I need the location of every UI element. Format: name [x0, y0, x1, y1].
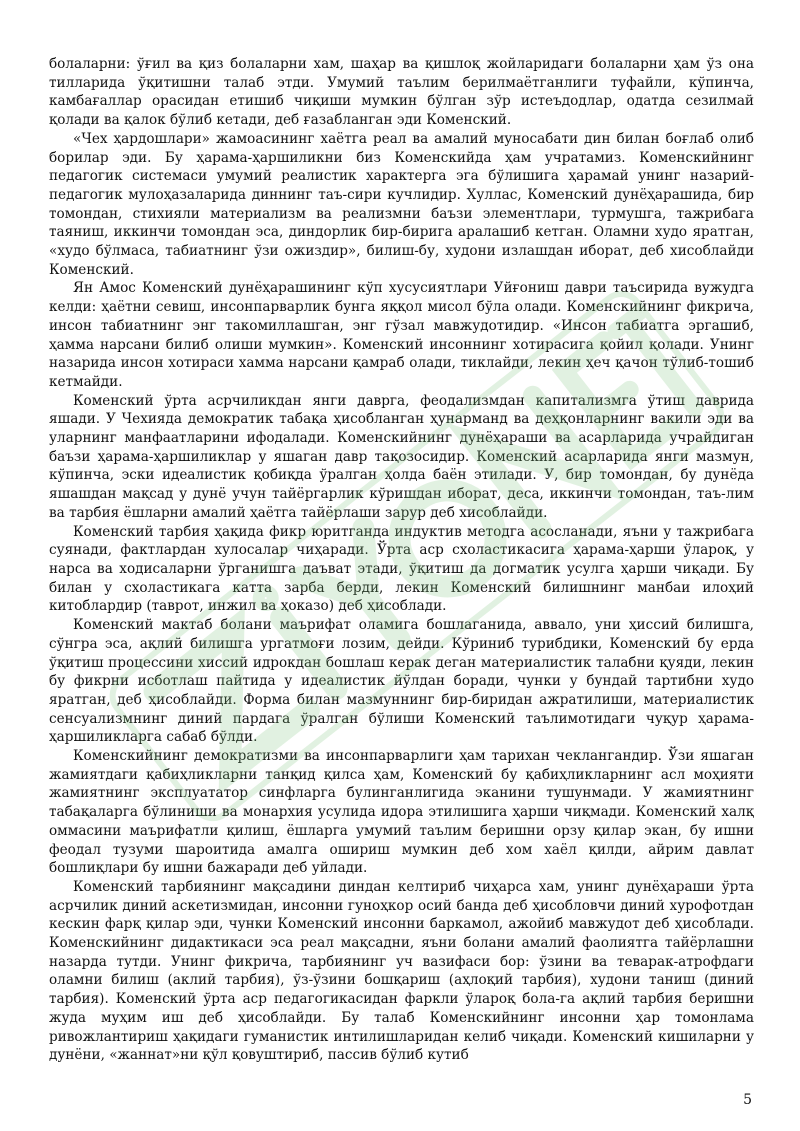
paragraph: Коменский мактаб болани маърифат оламига бошлаганида, аввало, уни ҳиссий билишга, сўнгра эса, ақлий билишга ургатмоғи лозим, дейди. Кўриниб турибдики, Коменский бу ерда ўқитиш процессини хиссий идрокдан бошлаш керак деган материалистик талабни қуяди, лекин бу фикрни исботлаш пайтида у идеалистик йўлдан боради, чунки у бундай тартибни худо яратган, деб ҳисоблайди. Форма билан мазмуннинг бир-биридан ажратилиши, материалистик сенсуализмнинг диний пардага ўралган бўлиши Коменский таълимотидаги чуқур ҳарама-ҳаршиликларга сабаб бўлди. [49, 617, 754, 746]
paragraph: Коменский ўрта асрчиликдан янги даврга, феодализмдан капитализмга ўтиш даврида яшади. У Чехияда демократик табақа ҳисобланган ҳунарманд ва деҳқонларнинг вакили эди ва уларнинг манфаатларини ифодалади. Коменскийнинг дунёҳараши ва асарларида учрайдиган баъзи ҳарама-ҳаршиликлар у яшаган давр тақозосидир. Коменский асарларида янги мазмун, кўпинча, эски идеалистик қобиқда ўралган ҳолда баён этилади. У, бир томондан, бу дунёда яшашдан мақсад у дунё учун тайёргарлик кўришдан иборат, деса, иккинчи томондан, таъ-лим ва тарбия ёшларни амалий ҳаётга тайёрлаши зарур деб хисоблайди. [49, 392, 754, 521]
paragraph: Коменскийнинг демократизми ва инсонпарварлиги ҳам тарихан чеклангандир. Ўзи яшаган жамиятдаги қабиҳликларни танқид қилса ҳам, Коменский бу қабиҳликларнинг асл моҳияти жамиятнинг эксплуататор синфларга булинганлигида эканини тушунмади. У жамиятнинг табақаларга бўлиниши ва монархия усулида идора этилишига ҳарши чиқмади. Коменский халқ оммасини маърифатли қилиш, ёшларга умумий таълим беришни орзу қилар экан, бу ишни феодал тузуми шароитида амалга ошириш мумкин деб хом хаёл қилди, айрим давлат бошлиқлари бу ишни бажаради деб уйлади. [49, 748, 754, 877]
page-number: 5 [743, 1092, 752, 1108]
paragraph: Ян Амос Коменский дунёҳарашининг кўп хусусиятлари Уйғониш даври таъсирида вужудга келди: ҳаётни севиш, инсонпарварлик бунга яққол мисол бўла олади. Коменскийнинг фикрича, инсон табиатнинг энг такомиллашган, энг гўзал мавжудотидир. «Инсон табиатга эргашиб, ҳамма нарсани билиб олиши мумкин». Коменский инсоннинг хотирасига қойил қолади. Унинг назарида инсон хотираси хамма нарсани қамраб олади, тиклайди, лекин ҳеч қачон тўлиб-тошиб кетмайди. [49, 280, 754, 390]
paragraph: Коменский тарбиянинг мақсадини диндан келтириб чиҳарса хам, унинг дунёҳараши ўрта асрчилик диний аскетизмидан, инсонни гуноҳкор осий банда деб ҳисобловчи диний хурофотдан кескин фарқ қилар эди, чунки Коменский инсонни баркамол, ажойиб мавжудот деб ҳисоблади. Коменскийнинг дидактикаси эса реал мақсадни, яъни болани амалий фаолиятга тайёрлашни назарда тутди. Унинг фикрича, тарбиянинг уч вазифаси бор: ўзини ва теварак-атрофдаги оламни билиш (аклий тарбия), ўз-ўзини бошқариш (аҳлоқий тарбия), худони таниш (диний тарбия). Коменский ўрта аср педагогикасидан фаркли ўлароқ бола-га ақлий тарбия беришни жуда муҳим иш деб ҳисоблайди. Бу талаб Коменскийнинг инсонни ҳар томонлама ривожлантириш ҳақидаги гуманистик интилишларидан келиб чиқади. Коменский кишиларни у дунёни, «жаннат»ни қўл қовуштириб, пассив бўлиб кутиб [49, 878, 754, 1064]
paragraph: «Чех ҳардошлари» жамоасининг хаётга реал ва амалий муносабати дин билан боғлаб олиб борилар эди. Бу ҳарама-ҳаршиликни биз Коменскийда ҳам учратамиз. Коменскийнинг педагогик системаси умумий реалистик характерга эга бўлишига ҳарамай унинг назарий-педагогик мулоҳазаларида диннинг таъ-сири кучлидир. Хуллас, Коменский дунёҳарашида, бир томондан, стихияли материализм ва реализмни баъзи элементлари, турмушга, тажрибага таяниш, иккинчи томондан эса, диндорлик бир-бирига аралашиб кетган. Оламни худо яратган, «худо бўлмаса, табиатнинг ўзи ожиздир», билиш-бу, худони излашдан иборат, деб хисоблайди Коменский. [49, 130, 754, 278]
paragraph: Коменский тарбия ҳақида фикр юритганда индуктив методга асосланади, яъни у тажрибага суянади, фактлардан хулосалар чиҳаради. Ўрта аср схоластикасига ҳарама-ҳарши ўлароқ, у нарса ва ходисаларни ўрганишга даъват этади, ўқитиш да догматик усулга ҳарши чиқади. Бу билан у схоластикага катта зарба берди, лекин Коменский билишнинг манбаи илоҳий китоблардир (таврот, инжил ва ҳоказо) деб ҳисоблади. [49, 523, 754, 615]
paragraph: болаларни: ўғил ва қиз болаларни хам, шаҳар ва қишлоқ жойларидаги болаларни ҳам ўз она тилларида ўқитишни талаб этди. Умумий таълим берилмаётганлиги туфайли, кўпинча, камбағаллар орасидан етишиб чиқиши мумкин бўлган зўр истеъдодлар, одатда сезилмай қолади ва қалок бўлиб кетади, деб ғазабланган эди Коменский. [49, 56, 754, 129]
document-body [49, 55, 754, 1085]
